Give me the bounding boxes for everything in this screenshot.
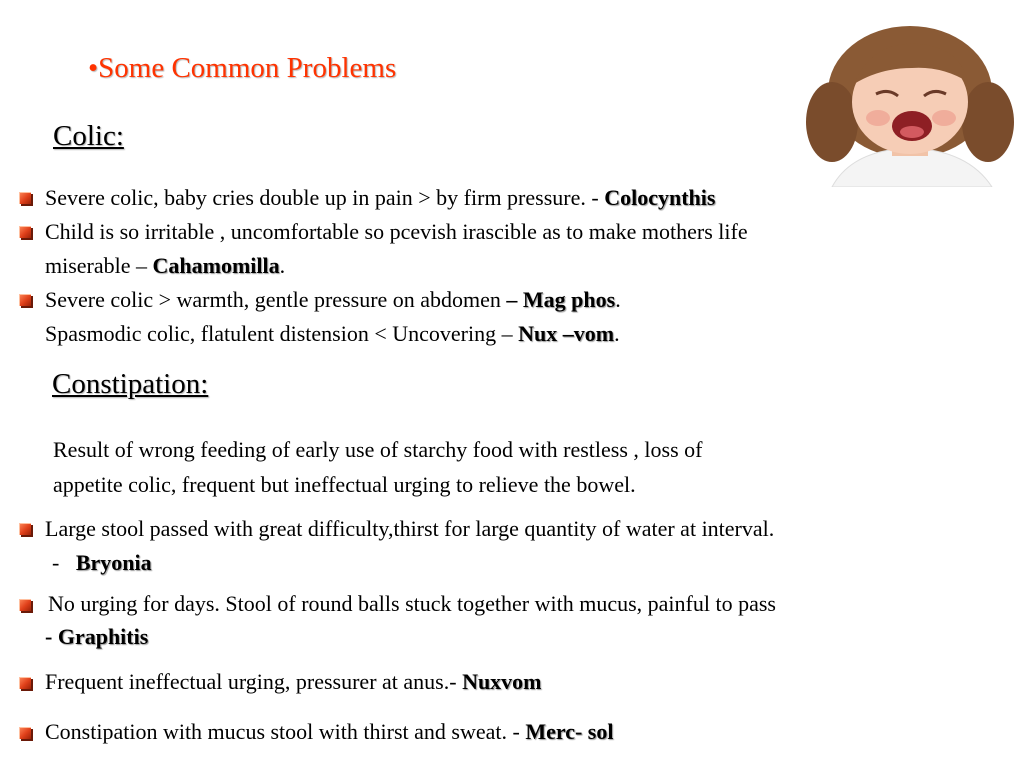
constipation-item-4: Constipation with mucus stool with thirst and sweat. - Merc- sol [45, 719, 614, 744]
remedy-name: Colocynthis [604, 185, 716, 210]
remedy-name: Merc- sol [525, 719, 614, 744]
remedy-name: Bryonia [75, 550, 152, 575]
bullet-icon [19, 727, 31, 739]
colic-item-3-continued: Spasmodic colic, flatulent distension < Uncovering – Nux –vom. [45, 321, 620, 346]
constipation-heading: Constipation: [52, 368, 209, 400]
slide-title: •Some Common Problems [88, 52, 397, 84]
remedy-name: Graphitis [57, 624, 149, 649]
bullet-icon [19, 226, 31, 238]
bullet-icon [19, 192, 31, 204]
remedy-name: Nuxvom [462, 669, 542, 694]
remedy-name: Mag phos [522, 287, 616, 312]
bullet-icon [19, 599, 31, 611]
remedy-name: Nux –vom [518, 321, 615, 346]
bullet-icon [19, 677, 31, 689]
colic-item-2: Child is so irritable , uncomfortable so pcevish irascible as to make mothers life [45, 219, 748, 244]
constipation-intro-line-1: Result of wrong feeding of early use of starchy food with restless , loss of [53, 437, 703, 462]
bullet-icon [19, 523, 31, 535]
constipation-item-1-remedy: - Bryonia [52, 550, 152, 575]
constipation-item-3: Frequent ineffectual urging, pressurer at anus.- Nuxvom [45, 669, 542, 694]
colic-item-3: Severe colic > warmth, gentle pressure on abdomen – Mag phos. [45, 287, 621, 312]
constipation-item-1: Large stool passed with great difficulty,thirst for large quantity of water at interval. [45, 516, 775, 541]
colic-item-2-continued: miserable – Cahamomilla. [45, 253, 286, 278]
constipation-intro-line-2: appetite colic, frequent but ineffectual urging to relieve the bowel. [53, 472, 636, 497]
constipation-item-2-remedy: - Graphitis [45, 624, 149, 649]
constipation-item-2: No urging for days. Stool of round balls stuck together with mucus, painful to pass [48, 591, 776, 616]
colic-item-1: Severe colic, baby cries double up in pain > by firm pressure. - Colocynthis [45, 185, 716, 210]
bullet-icon [19, 294, 31, 306]
remedy-name: Cahamomilla [152, 253, 280, 278]
crying-child-photo [792, 22, 1024, 187]
colic-heading: Colic: [53, 120, 124, 152]
